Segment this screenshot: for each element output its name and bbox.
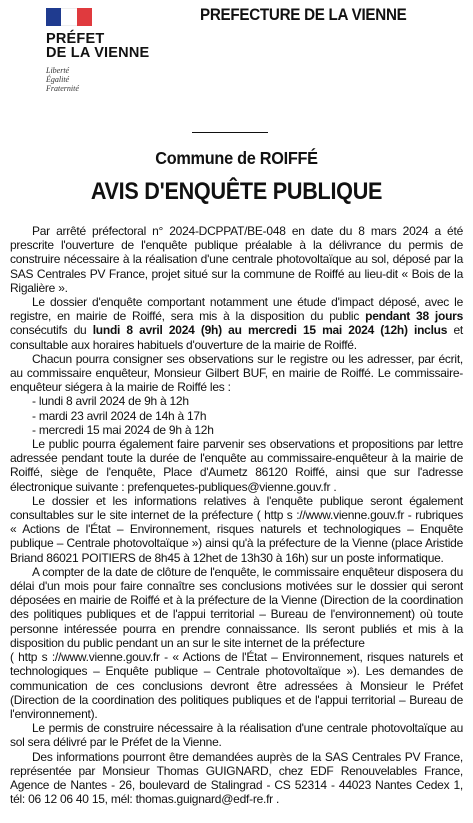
duration-highlight: pendant 38 jours <box>365 309 463 324</box>
dossier-text-1: Le dossier d'enquête comportant notamment une étude d'impact déposé, avec le registre, en mairie de Roiffé, sera mis à la disposition du public <box>10 295 463 324</box>
flag-red-stripe <box>77 8 92 26</box>
paragraph-arrete: Par arrêté préfectoral n° 2024-DCPPAT/BE-048 en date du 8 mars 2024 a été prescrite l'ouverture de l'enquête publique préalable à la délivrance du permis de construire nécessaire à la réalisation d'une centrale photovoltaïque au sol, déposé par la SAS Centrales PV France, projet situé sur la commune de Roiffé au lieu-dit « Bois de la Rigalière ». <box>10 224 463 295</box>
title-divider <box>192 132 268 133</box>
prefet-line-1: PRÉFET <box>46 31 105 47</box>
permanence-date: - lundi 8 avril 2024 de 9h à 12h <box>32 394 189 409</box>
paragraph-conclusions: A compter de la date de clôture de l'enquête, le commissaire enquêteur disposera du délai d'un mois pour faire connaître ses conclusions motivées sur le dossier qui seront déposées en mairie de Roiffé et à la préfecture de la Vienne (Direction de la coordination des politiques publiques et de l'appui territorial – Bureau de l'environnement) où toute personne intéressée pourra en prendre connaissance. Ils seront publiés et mis à la disposition du public pendant un an sur le site internet de la préfecture <box>10 564 463 650</box>
motto-liberte: Liberté <box>46 66 70 75</box>
paragraph-observations: Chacun pourra consigner ses observations sur le registre ou les adresser, par écrit, au commissaire enquêteur, Monsieur Gilbert BUF, en mairie de Roiffé. Le commissaire-enquêteur siégera à la mairie de Roiffé les : <box>10 351 463 395</box>
prefet-wordmark <box>46 32 156 60</box>
paragraph-permis: Le permis de construire nécessaire à la réalisation d'une centrale photovoltaïque au sol sera délivré par le Préfet de la Vienne. <box>10 721 463 750</box>
permanence-date: - mercredi 15 mai 2024 de 9h à 12h <box>32 422 214 437</box>
paragraph-site-internet: ( http s ://www.vienne.gouv.fr - « Actions de l'État – Environnement, risques naturels et technologiques – Enquête publique – Centrale photovoltaïque »). Les demandes de communication de ces conclusions devront être adressées à Monsieur le Préfet (Direction de la coordination des politiques publiques et de l'appui territorial – Bureau de l'environnement). <box>10 650 463 721</box>
commune-heading: Commune de ROIFFÉ <box>155 148 318 168</box>
paragraph-dossier <box>10 295 463 352</box>
prefet-logo <box>46 8 156 93</box>
dossier-text-3: et consultable aux horaires habituels d'ouverture de la mairie de Roiffé. <box>10 323 463 352</box>
notice-title: AVIS D'ENQUÊTE PUBLIQUE <box>90 178 383 205</box>
marianne-flag-icon <box>46 8 92 26</box>
prefet-line-2: DE LA VIENNE <box>46 45 150 61</box>
flag-blue-stripe <box>46 8 61 26</box>
paragraph-consultation: Le dossier et les informations relatives à l'enquête publique seront également consultables sur le site internet de la préfecture ( http s ://www.vienne.gouv.fr - rubriques « Actions de l'État – Environnement, risques naturels et technologiques – Enquête publique – Centrale photovoltaïque ») ainsi qu'à la préfecture de la Vienne (place Aristide Briand 86021 POITIERS de 8h45 à 12het de 13h30 à 16h) sur un poste informatique. <box>10 493 463 565</box>
dates-highlight: lundi 8 avril 2024 (9h) au mercredi 15 mai 2024 (12h) inclus <box>92 323 448 338</box>
dossier-text-2: consécutifs du <box>10 323 93 338</box>
paragraph-courrier: Le public pourra également faire parvenir ses observations et propositions par lettre adressée pendant toute la durée de l'enquête au commissaire-enquêteur à la mairie de Roiffé, siège de l'enquête, Place d'Aumetz 86120 Roiffé, ainsi que sur l'adresse électronique suivante : prefenquetes-publiques@vienne.gouv.fr . <box>10 437 463 494</box>
paragraph-contact: Des informations pourront être demandées auprès de la SAS Centrales PV France, représentée par Monsieur Thomas GUIGNARD, chez EDF Renouvelables France, Agence de Nantes - 26, boulevard de Stalingrad - CS 52314 - 44023 Nantes Cedex 1, tél: 06 12 06 40 15, mél: thomas.guignard@edf-re.fr . <box>10 749 463 807</box>
flag-white-stripe <box>61 8 76 26</box>
motto-fraternite: Fraternité <box>46 84 79 93</box>
notice-body <box>10 224 463 806</box>
permanence-date: - mardi 23 avril 2024 de 14h à 17h <box>32 408 207 423</box>
republic-motto <box>46 66 156 93</box>
motto-egalite: Égalité <box>46 75 70 84</box>
prefecture-header-title: PREFECTURE DE LA VIENNE <box>200 6 407 24</box>
